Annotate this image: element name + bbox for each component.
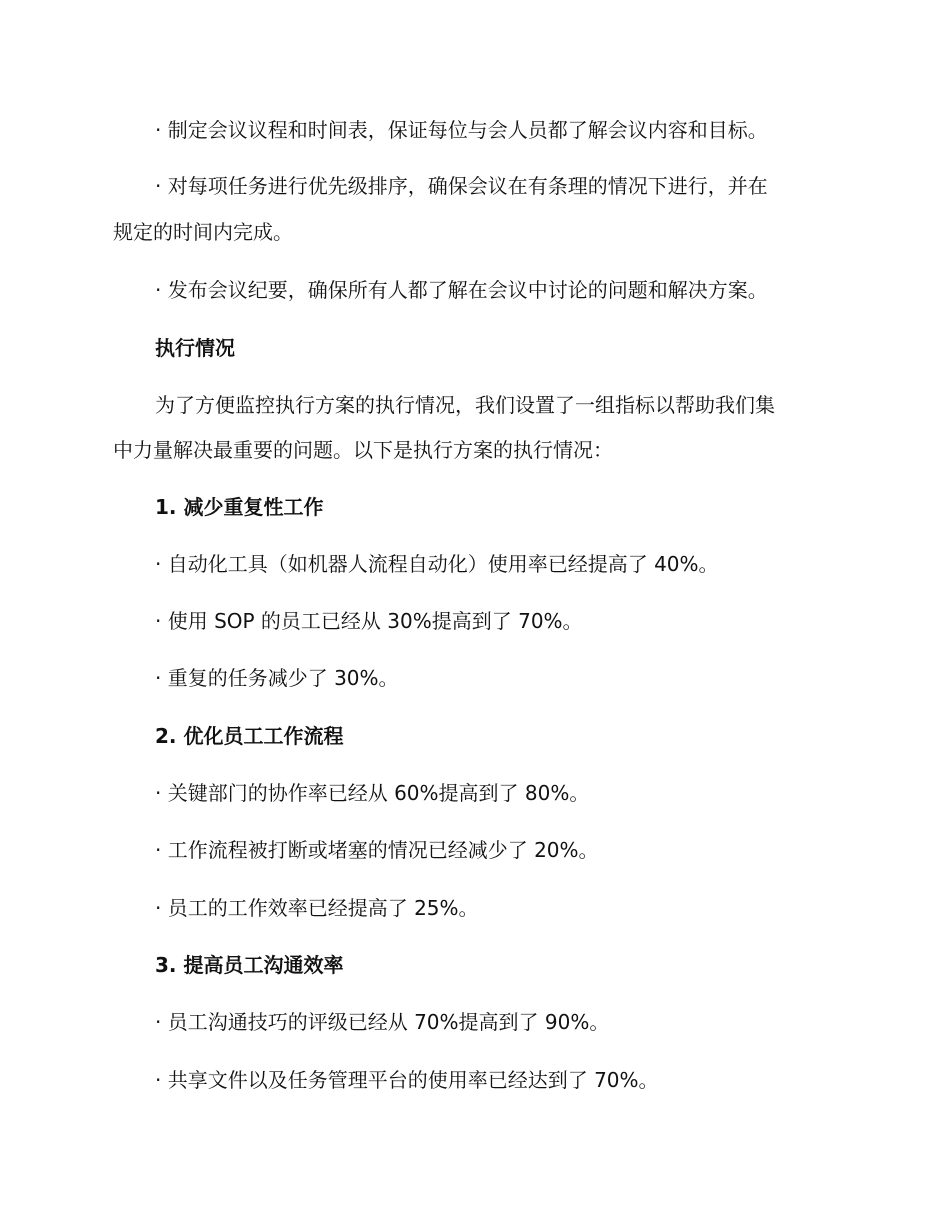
bullet-platform-usage: · 共享文件以及任务管理平台的使用率已经达到了 70%。 bbox=[155, 1068, 659, 1092]
bullet-repetitive-tasks: · 重复的任务减少了 30%。 bbox=[155, 666, 399, 690]
bullet-priority: · 对每项任务进行优先级排序，确保会议在有条理的情况下进行，并在 bbox=[155, 174, 768, 198]
subheading-communication-efficiency: 3. 提高员工沟通效率 bbox=[155, 953, 344, 977]
bullet-automation-usage: · 自动化工具（如机器人流程自动化）使用率已经提高了 40%。 bbox=[155, 552, 719, 576]
bullet-work-efficiency: · 员工的工作效率已经提高了 25%。 bbox=[155, 896, 479, 920]
bullet-collaboration-rate: · 关键部门的协作率已经从 60%提高到了 80%。 bbox=[155, 781, 590, 805]
paragraph-intro: 为了方便监控执行方案的执行情况，我们设置了一组指标以帮助我们集 bbox=[155, 393, 775, 417]
bullet-minutes: · 发布会议纪要，确保所有人都了解在会议中讨论的问题和解决方案。 bbox=[155, 278, 768, 302]
bullet-sop-usage: · 使用 SOP 的员工已经从 30%提高到了 70%。 bbox=[155, 609, 583, 633]
bullet-communication-rating: · 员工沟通技巧的评级已经从 70%提高到了 90%。 bbox=[155, 1010, 610, 1034]
bullet-priority-continued: 规定的时间内完成。 bbox=[113, 220, 293, 244]
bullet-workflow-interruptions: · 工作流程被打断或堵塞的情况已经减少了 20%。 bbox=[155, 838, 599, 862]
paragraph-intro-continued: 中力量解决最重要的问题。以下是执行方案的执行情况： bbox=[113, 438, 613, 462]
section-heading-execution: 执行情况 bbox=[155, 336, 235, 360]
bullet-agenda: · 制定会议议程和时间表，保证每位与会人员都了解会议内容和目标。 bbox=[155, 118, 768, 142]
subheading-reduce-repetitive-work: 1. 减少重复性工作 bbox=[155, 495, 324, 519]
subheading-optimize-workflow: 2. 优化员工工作流程 bbox=[155, 724, 344, 748]
